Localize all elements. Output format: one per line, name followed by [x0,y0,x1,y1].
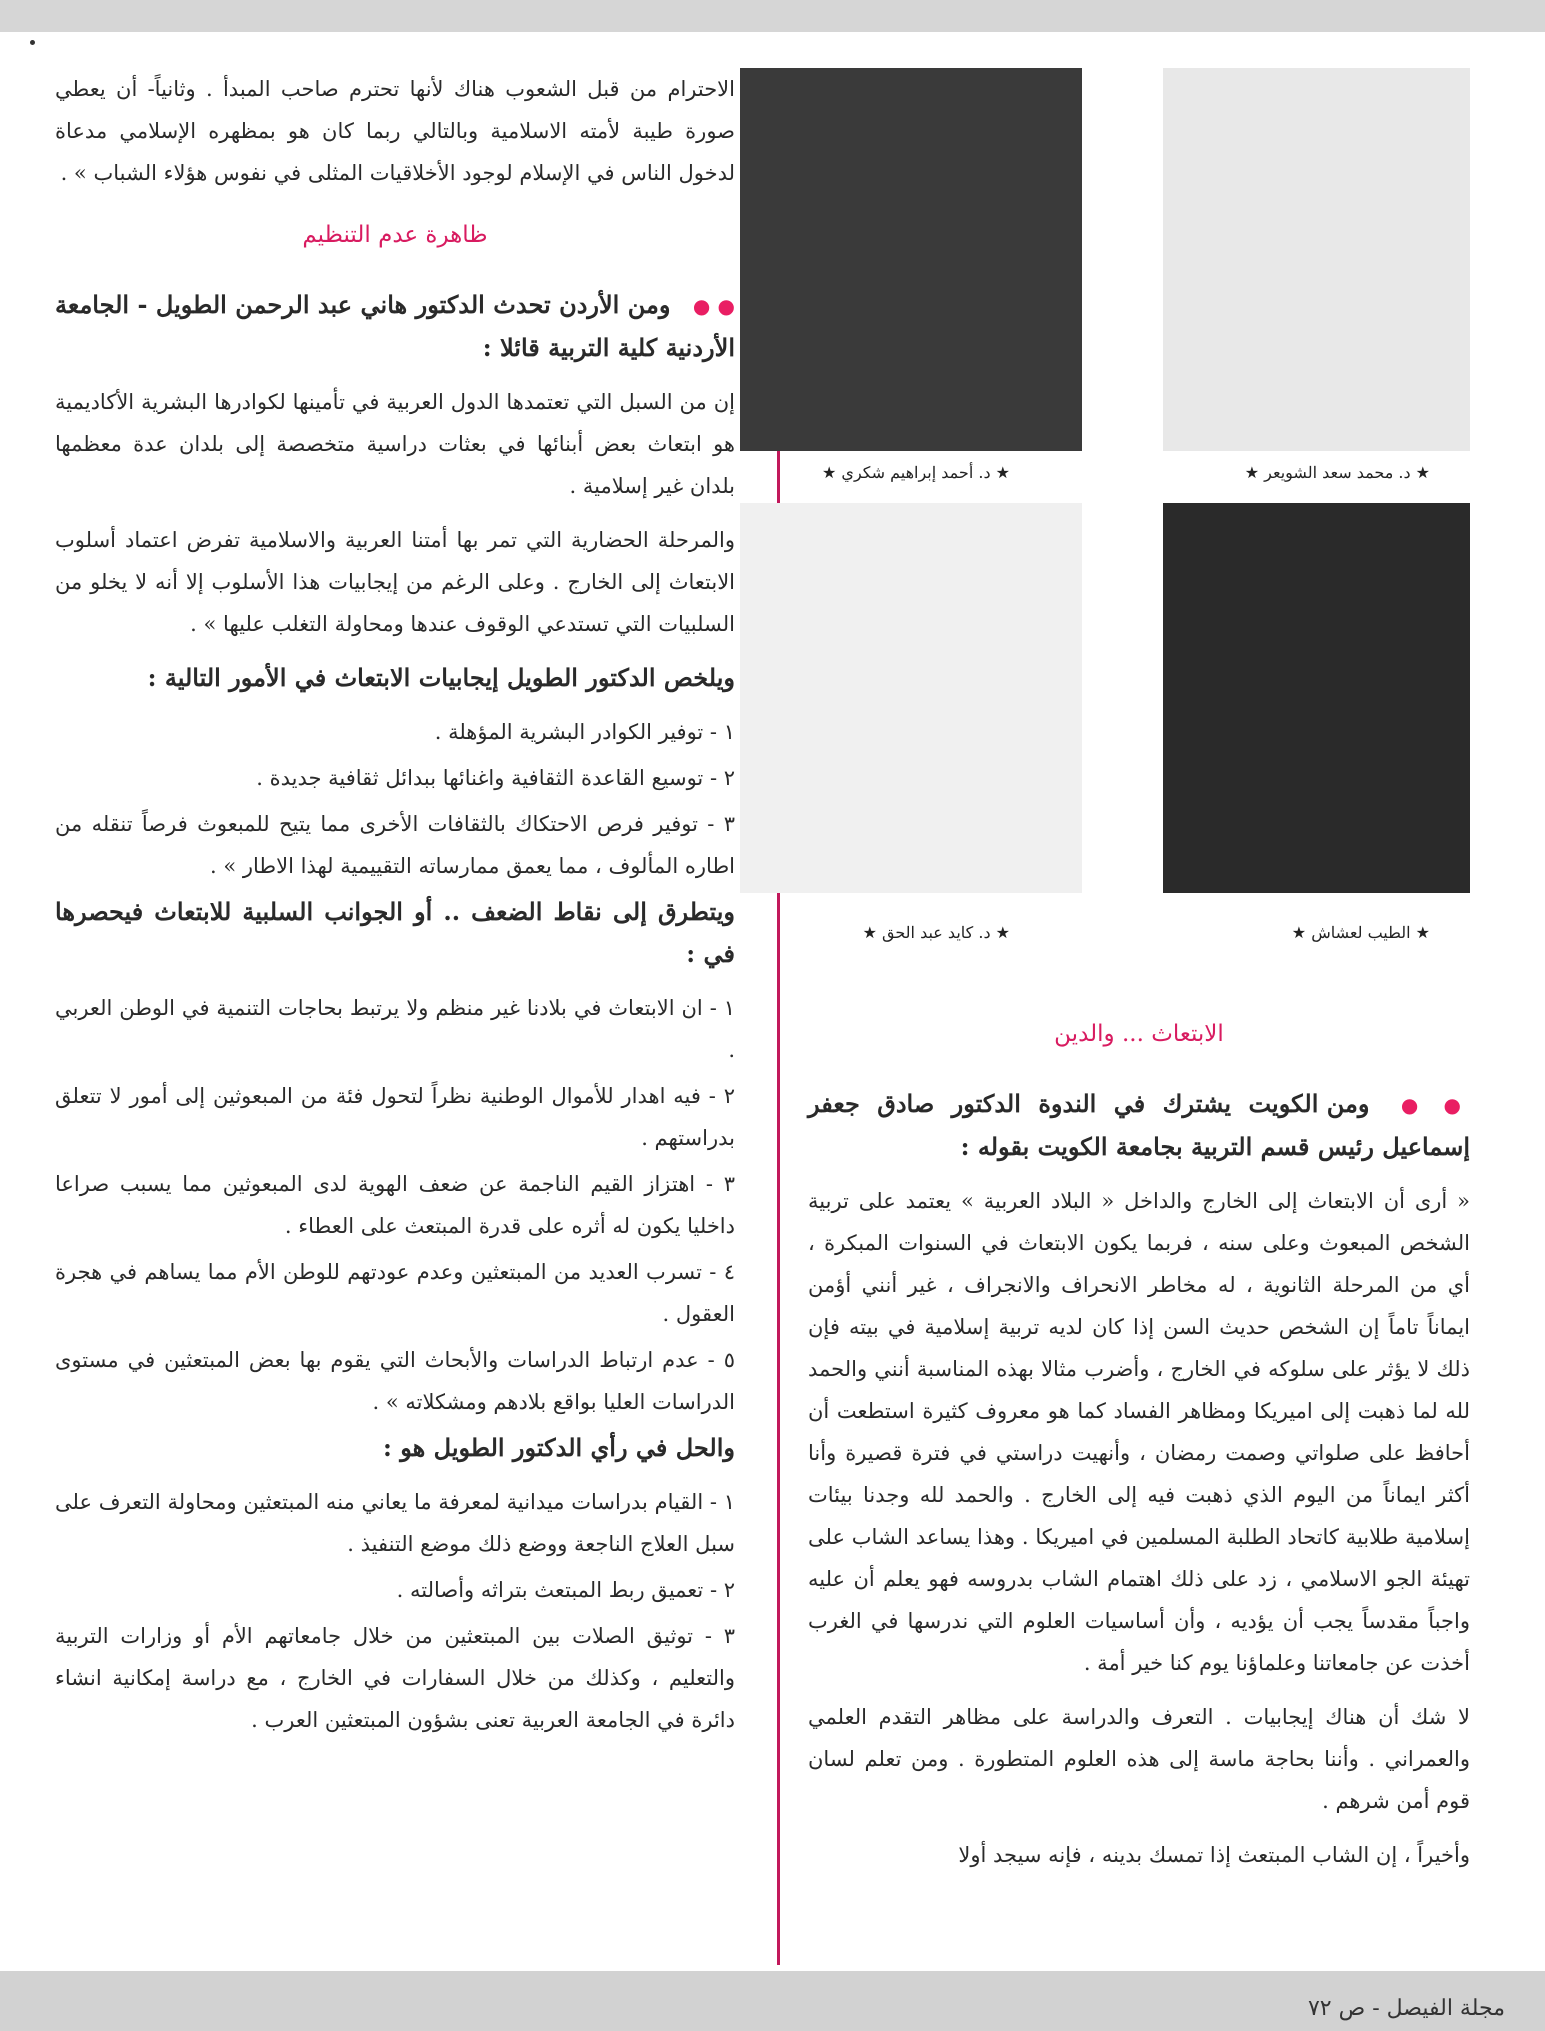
page-footer: مجلة الفيصل - ص ٧٢ [1307,1996,1505,2021]
positive-item: ٢ - توسيع القاعدة الثقافية واغنائها ببدائل ثقافية جديدة . [256,766,735,790]
paragraph-2: والمرحلة الحضارية التي تمر بها أمتنا العربية والاسلامية تفرض اعتماد أسلوب الابتعاث إلى الخارج . وعلى الرغم من إيجابيات هذا الأسلوب إلا أنه لا يخلو من السلبيات التي تستدعي الوقوف عندها ومحاولة التغلب عليها » . [55,528,735,636]
positive-item: ١ - توفير الكوادر البشرية المؤهلة . [434,720,735,744]
footer-bar [0,1971,1545,2031]
photo-caption: ★ د. كايد عبد الحق ★ [862,923,1010,942]
page-mark [30,40,35,45]
bullet-marks: ● ● [692,294,735,318]
negative-item: ٤ - تسرب العديد من المبتعثين وعدم عودتهم للوطن الأم مما يساهم في هجرة العقول . [55,1260,735,1326]
speaker-intro [808,1083,1470,1168]
paragraph-3: وأخيراً ، إن الشاب المبتعث إذا تمسك بدينه ، فإنه سيجد أولا [958,1843,1470,1867]
paragraph-2: لا شك أن هناك إيجابيات . التعرف والدراسة على مظاهر التقدم العلمي والعمراني . وأننا بحاجة ماسة إلى هذه العلوم المتطورة . ومن تعلم لسان قوم أمن شرهم . [808,1705,1470,1813]
negative-item: ٥ - عدم ارتباط الدراسات والأبحاث التي يقوم بها بعض المبتعثين في مستوى الدراسات العليا بواقع بلادهم ومشكلاته » . [55,1348,735,1414]
negative-item: ٣ - اهتزاز القيم الناجمة عن ضعف الهوية لدى المبعوثين مما يسبب صراعا داخليا يكون له أثره على قدرة المبتعث على العطاء . [55,1172,735,1238]
photo-caption: ★ د. محمد سعد الشويعر ★ [1244,463,1430,482]
portrait-grid [808,68,1470,993]
paragraph-1: إن من السبل التي تعتمدها الدول العربية في تأمينها لكوادرها البشرية الأكاديمية هو ابتعاث بعض أبنائها في بعثات دراسية متخصصة إلى بلدان عدة معظمها بلدان غير إسلامية . [55,390,735,498]
negative-item: ١ - ان الابتعاث في بلادنا غير منظم ولا يرتبط بحاجات التنمية في الوطن العربي . [55,996,735,1062]
intro-paragraph: الاحترام من قبل الشعوب هناك لأنها تحترم صاحب المبدأ . وثانياً- أن يعطي صورة طيبة لأمته الاسلامية وبالتالي ربما كان هو بمظهره الإسلامي مدعاة لدخول الناس في الإسلام لوجود الأخلاقيات المثلى في نفوس هؤلاء الشباب » . [55,77,735,185]
quote-paragraph: « أرى أن الابتعاث إلى الخارج والداخل « البلاد العربية » يعتمد على تربية الشخص المبعوث وعلى سنه ، فربما يكون الابتعاث في السنوات المبكرة ، أي من المرحلة الثانوية ، له مخاطر الانحراف والانجراف ، غير أنني أؤمن ايماناً تاماً إن الشخص حديث السن إذا كان لديه تربية إسلامية في بيته فإن ذلك لا يؤثر على سلوكه في الخارج ، وأضرب مثالا بهذه المناسبة أنني والحمد لله لما ذهبت إلى اميريكا ومظاهر الفساد كما هو معروف كثيرة استطعت أن أحافظ على صلواتي وصمت رمضان ، وأنهيت دراستي في فترة قصيرة وأنا أكثر ايماناً من اليوم الذي ذهبت فيه إلى الخارج . والحمد لله وجدنا بيئات إسلامية طلابية كاتحاد الطلبة المسلمين في اميريكا . وهذا يساعد الشاب على تهيئة الجو الاسلامي ، زد على ذلك اهتمام الشاب بدروسه فهو يعلم أن عليه واجباً مقدساً يجب أن يؤديه ، وأن أساسيات العلوم التي ندرسها في الغرب أخذت عن جامعاتنا وعلماؤنا يوم كنا خير أمة . [808,1189,1470,1675]
portrait-photo [1163,68,1470,451]
weakness-heading: ويتطرق إلى نقاط الضعف .. أو الجوانب السلبية للابتعاث فيحصرها في : [55,897,735,968]
speaker-text: ومن الأردن تحدث الدكتور هاني عبد الرحمن الطويل - الجامعة الأردنية كلية التربية قائلا : [55,290,735,362]
speaker-intro [55,284,735,369]
positive-item: ٣ - توفير فرص الاحتكاك بالثقافات الأخرى مما يتيح للمبعوث فرصاً تنقله من اطاره المألوف ، مما يعمق ممارساته التقييمية لهذا الاطار » . [55,812,735,878]
negative-item: ٢ - فيه اهدار للأموال الوطنية نظراً لتحول فئة من المبعوثين إلى أمور لا تتعلق بدراستهم . [55,1084,735,1150]
section-heading-religion: الابتعاث ... والدين [1054,1021,1224,1047]
top-margin-bar [0,0,1545,32]
solution-item: ٣ - توثيق الصلات بين المبتعثين من خلال جامعاتهم الأم أو وزارات التربية والتعليم ، وكذلك من خلال السفارات في الخارج ، مع دراسة إمكانية انشاء دائرة في الجامعة العربية تعنى بشؤون المبتعثين العرب . [55,1624,735,1732]
bullet-marks: ● ● [1400,1093,1471,1117]
right-column [808,68,1470,1888]
solution-heading: والحل في رأي الدكتور الطويل هو : [383,1433,735,1462]
photo-caption: ★ الطيب لعشاش ★ [1291,923,1430,942]
speaker-text: ومن الكويت يشترك في الندوة الدكتور صادق جعفر إسماعيل رئيس قسم التربية بجامعة الكويت بقوله : [808,1089,1470,1161]
portrait-photo [740,68,1082,451]
positives-heading: ويلخص الدكتور الطويل إيجابيات الابتعاث في الأمور التالية : [147,663,735,692]
section-heading-disorganization: ظاهرة عدم التنظيم [302,222,488,248]
photo-caption: ★ د. أحمد إبراهيم شكري ★ [822,463,1010,482]
solution-item: ٢ - تعميق ربط المبتعث بتراثه وأصالته . [396,1578,735,1602]
portrait-photo [740,503,1082,893]
portrait-photo [1163,503,1470,893]
left-column [55,68,735,1745]
solution-item: ١ - القيام بدراسات ميدانية لمعرفة ما يعاني منه المبتعثين ومحاولة التعرف على سبل العلاج الناجعة ووضع ذلك موضع التنفيذ . [55,1490,735,1556]
